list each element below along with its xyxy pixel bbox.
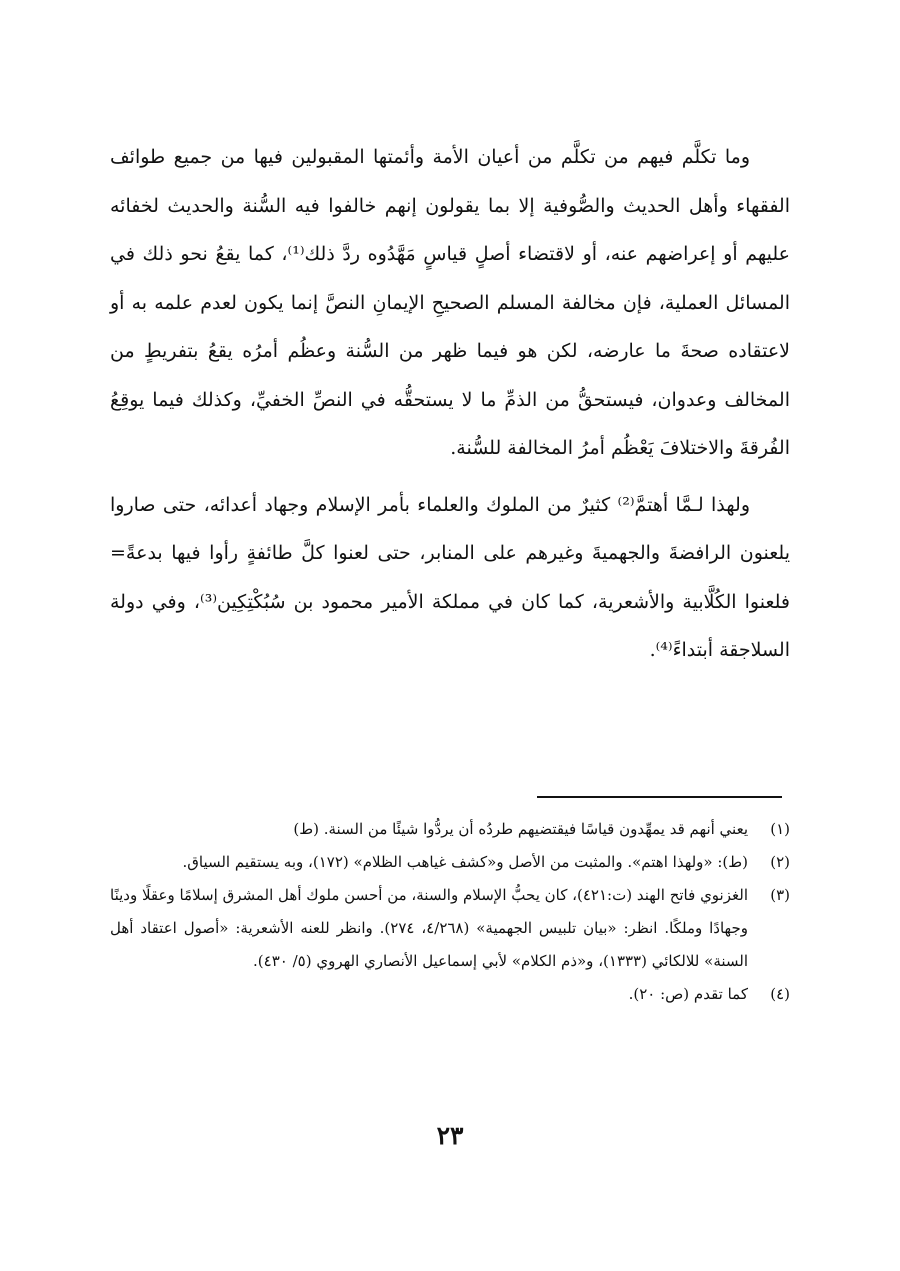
footnote-number: (٢) [770, 853, 790, 871]
footnote-text: كما تقدم (ص: ٢٠). [628, 985, 748, 1003]
footnotes [110, 813, 790, 1011]
footnote-number: (٣) [770, 886, 790, 904]
footnote [110, 846, 790, 879]
footnote [110, 813, 790, 846]
paragraph: ولهذا لـمَّا أهتمَّ⁽²⁾ كثيرٌ من الملوك والعلماء بأمر الإسلام وجهاد أعدائه، حتى صاروا يلعنون الرافضةَ والجهميةَ وغيرهم على المنابر، حتى لعنوا كلَّ طائفةٍ رأوا فيها بدعةً= فلعنوا الكُلَّابية والأشعرية، كما كان في مملكة الأمير محمود بن سُبُكْتِكِين⁽³⁾، وفي دولة السلاجقة أبتداءً⁽⁴⁾. [110, 493, 790, 661]
footnote-text: الغزنوي فاتح الهند (ت:٤٢١)، كان يحبُّ الإسلام والسنة، من أحسن ملوك أهل المشرق إسلامًا وعقلًا ودينًا وجهادًا وملكًا. انظر: «بيان تلبيس الجهمية» (٤/٢٦٨، ٢٧٤). وانظر للعنه الأشعرية: «أصول اعتقاد أهل السنة» للالكائي (١٣٣٣)، و«ذم الكلام» لأبي إسماعيل الأنصاري الهروي (٥/ ٤٣٠). [110, 886, 748, 970]
footnote-text: يعني أنهم قد يمهِّدون قياسًا فيقتضيهم طردُه أن يردُّوا شيئًا من السنة. (ط) [293, 820, 748, 838]
paragraph: وما تكلَّم فيهم من تكلَّم من أعيان الأمة وأئمتها المقبولين فيها من جميع طوائف الفقهاء وأهل الحديث والصُّوفية إلا بما يقولون إنهم خالفوا فيه السُّنة والحديث لخفائه عليهم أو إعراضهم عنه، أو لاقتضاء أصلٍ قياسٍ مَهَّدُوه ردَّ ذلك⁽¹⁾، كما يقعُ نحو ذلك في المسائل العملية، فإن مخالفة المسلم الصحيحِ الإيمانِ النصَّ إنما يكون لعدم علمه به أو لاعتقاده صحةَ ما عارضه، لكن هو فيما ظهر من السُّنة وعظُم أمرُه يقعُ بتفريطٍ من المخالف وعدوان، فيستحقُّ من الذمِّ ما لا يستحقُّه في النصِّ الخفيِّ، وكذلك فيما يوقِعُ الفُرقةَ والاختلافَ يَعْظُم أمرُ المخالفة للسُّنة. [110, 146, 790, 459]
footnote-separator [537, 796, 782, 798]
page-number: ٢٣ [436, 1121, 464, 1150]
footnote [110, 978, 790, 1011]
footnote-text: (ط): «ولهذا اهتم». والمثبت من الأصل و«كشف غياهب الظلام» (١٧٢)، وبه يستقيم السياق. [182, 853, 748, 871]
footnote [110, 879, 790, 978]
main-text [110, 133, 790, 675]
footnote-number: (٤) [770, 985, 790, 1003]
footnote-number: (١) [770, 820, 790, 838]
